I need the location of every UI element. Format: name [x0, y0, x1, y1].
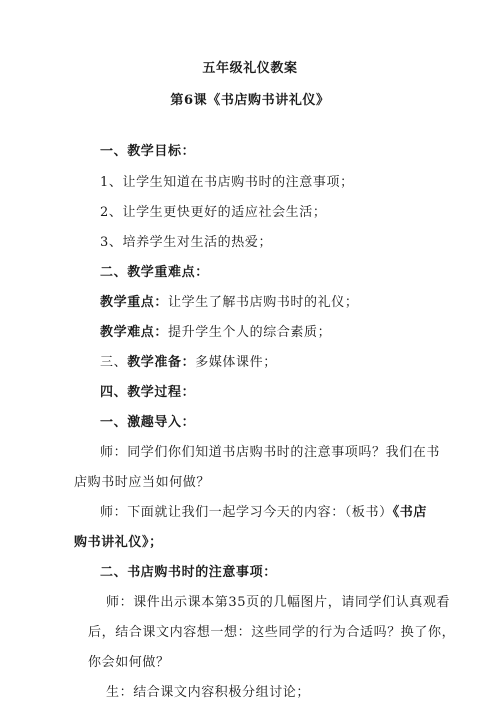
document-title: 五年级礼仪教案 — [202, 61, 298, 76]
board-title-start: 《书店 — [392, 505, 428, 520]
teacher-line-1b: 店购书时应当如何做？ — [74, 475, 211, 490]
difficulty-line — [100, 324, 331, 342]
teacher-line-3b: 后，结合课文内容想一想：这些同学的行为合适吗？换了你， — [88, 625, 456, 640]
student-line: 生：结合课文内容积极分组讨论； — [106, 685, 311, 700]
objective-item-1: 1、让学生知道在书店购书时的注意事项； — [100, 175, 354, 190]
teacher-line-2a — [100, 504, 427, 522]
teacher-line-1a: 师：同学们你们知道书店购书时的注意事项吗？我们在书 — [100, 445, 441, 460]
lesson-subtitle: 第6课《书店购书讲礼仪》 — [170, 93, 330, 108]
key-point-line — [100, 294, 358, 312]
objective-item-2: 2、让学生更快更好的适应社会生活； — [100, 205, 327, 220]
section-heading-objectives: 一、教学目标： — [100, 144, 196, 159]
key-point-text: 让学生了解书店购书时的礼仪； — [168, 295, 359, 310]
preparation-prefix: 三、 — [100, 355, 128, 370]
preparation-line — [100, 354, 277, 372]
section-heading-key-points: 二、教学重难点： — [100, 265, 209, 280]
teacher-line-3a: 师：课件出示课本第35页的几幅图片，请同学们认真观看 — [106, 595, 451, 610]
section-heading-process: 四、教学过程： — [100, 385, 196, 400]
preparation-label: 教学准备： — [127, 355, 196, 370]
teacher-line-3c: 你会如何做？ — [88, 655, 170, 670]
step-heading-intro: 一、激趣导入： — [100, 415, 196, 430]
step-heading-notes: 二、书店购书时的注意事项： — [100, 565, 277, 580]
objective-item-3: 3、培养学生对生活的热爱； — [100, 235, 273, 250]
board-title-end: 购书讲礼仪》； — [74, 535, 163, 550]
key-point-label: 教学重点： — [100, 295, 169, 310]
difficulty-text: 提升学生个人的综合素质； — [168, 325, 332, 340]
difficulty-label: 教学难点： — [100, 325, 169, 340]
teacher-line-2a-text: 师：下面就让我们一起学习今天的内容：（板书） — [100, 505, 393, 520]
preparation-text: 多媒体课件； — [195, 355, 277, 370]
